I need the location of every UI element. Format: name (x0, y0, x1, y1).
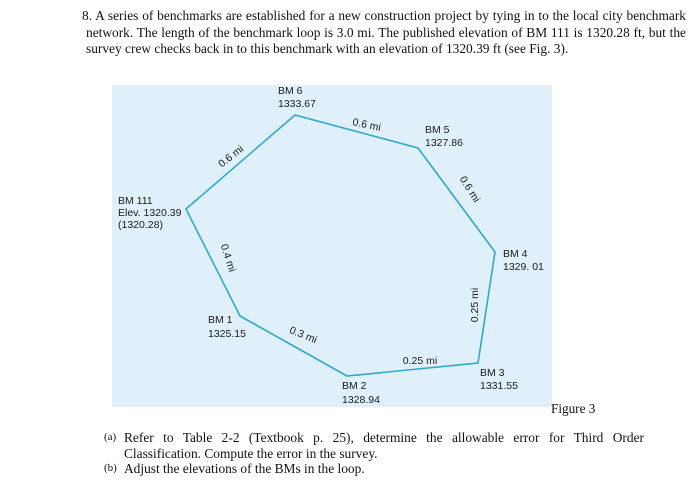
bm2-elev: 1328.94 (342, 394, 380, 406)
question-a (104, 430, 644, 461)
leg-distance-bm3-bm2: 0.25 mi (402, 355, 438, 367)
bm1-elev: 1325.15 (208, 328, 246, 340)
question-b (104, 461, 644, 477)
benchmark-loop-figure (112, 85, 552, 407)
leg-distance-bm2-bm1: 0.3 mi (287, 324, 319, 347)
leg-distance-bm4-bm3: 0.25 mi (469, 287, 481, 323)
problem-number: 8. (82, 8, 93, 23)
bm4-name: BM 4 (503, 248, 528, 260)
bm3-name: BM 3 (480, 367, 505, 379)
bm5-name: BM 5 (425, 124, 450, 136)
question-label: (b) (104, 462, 117, 474)
bm3-elev: 1331.55 (480, 380, 518, 392)
question-list (104, 430, 644, 477)
leg-distance-bm6-bm5: 0.6 mi (351, 116, 382, 134)
leg-distance-bm111-bm6: 0.6 mi (216, 143, 247, 171)
leg-distance-bm5-bm4: 0.6 mi (456, 174, 483, 205)
bm6-name: BM 6 (278, 85, 303, 97)
bm111-name: BM 111 (118, 195, 153, 207)
problem-statement (82, 8, 687, 58)
benchmark-loop-diagram (112, 85, 552, 407)
question-label: (a) (104, 431, 117, 443)
figure-caption: Figure 3 (551, 401, 596, 416)
bm1-name: BM 1 (208, 314, 233, 326)
bm111-published-elev: (1320.28) (118, 219, 163, 231)
problem-text: A series of benchmarks are established for a new construction project by tying in to the local city benchmark network. The length of the benchmark loop is 3.0 mi. The published elevation of BM 111 is 1320.28 ft, but the survey crew checks back in to this benchmark with an elevation of 1320.39 ft (see Fig. 3). (86, 8, 687, 57)
question-text: Adjust the elevations of the BMs in the loop. (124, 461, 365, 476)
bm111-elev: Elev. 1320.39 (118, 207, 182, 219)
leg-distance-bm1-bm111: 0.4 mi (217, 242, 238, 274)
bm4-elev: 1329. 01 (503, 261, 544, 273)
question-text: Refer to Table 2-2 (Textbook p. 25), determine the allowable error for Third Order Classification. Compute the error in the survey. (124, 430, 644, 461)
bm5-elev: 1327.86 (425, 137, 463, 149)
bm6-elev: 1333.67 (278, 98, 316, 110)
bm2-name: BM 2 (342, 380, 367, 392)
